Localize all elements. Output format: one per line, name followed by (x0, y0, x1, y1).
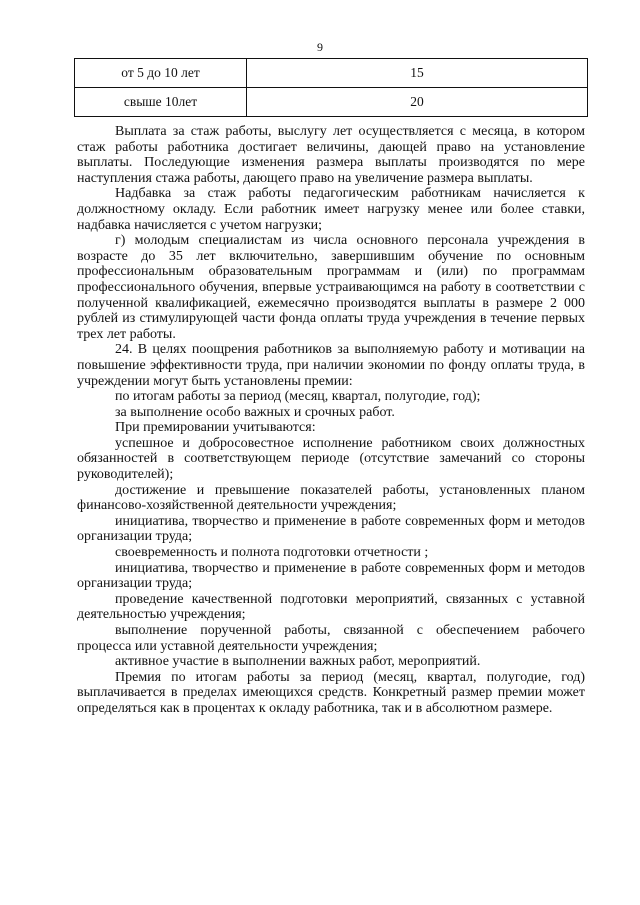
paragraph: 24. В целях поощрения работников за выполняемую работу и мотивации на повышение эффективности труда, при наличии экономии по фонду оплаты труда, в учреждении могут быть установлены премии: (77, 342, 585, 389)
paragraph: выполнение порученной работы, связанной с обеспечением рабочего процесса или уставной деятельности учреждения; (77, 623, 585, 654)
paragraph: При премировании учитываются: (115, 420, 316, 436)
paragraph: достижение и превышение показателей работы, установленных планом финансово-хозяйственной деятельности учреждения; (77, 482, 585, 514)
paragraph: инициатива, творчество и применение в работе современных форм и методов организации труда; (77, 560, 585, 592)
paragraph: своевременность и полнота подготовки отчетности ; (115, 545, 429, 561)
paragraph: активное участие в выполнении важных работ, мероприятий. (115, 654, 481, 670)
document-body (77, 124, 585, 717)
paragraph: Выплата за стаж работы, выслугу лет осуществляется с месяца, в котором стаж работы работника достигает величины, дающей право на установление выплаты. Последующие изменения размера выплаты производятся по мере наступления стажа работы, дающего право на увеличение размера выплаты. (77, 124, 585, 186)
paragraph: по итогам работы за период (месяц, квартал, полугодие, год); (115, 389, 481, 405)
table-cell-period: свыше 10лет (75, 88, 247, 117)
table-row (75, 88, 588, 117)
table-cell-percent: 15 (247, 59, 588, 88)
paragraph: успешное и добросовестное исполнение работником своих должностных обязанностей в соответствующем периоде (отсутствие замечаний со стороны руководителей); (77, 435, 585, 483)
paragraph: проведение качественной подготовки мероприятий, связанных с уставной деятельностью учреждения; (77, 591, 585, 623)
paragraph: г) молодым специалистам из числа основного персонала учреждения в возрасте до 35 лет включительно, завершившим обучение по основным профессиональным образовательным программам и (или) по программам профессионального обучения, впервые устраивающимся на работу в соответствии с полученной квалификацией, ежемесячно производятся выплаты в размере 2 000 рублей из стимулирующей части фонда оплаты труда учреждения в течение первых трех лет работы. (77, 233, 585, 342)
table-row (75, 59, 588, 88)
paragraph: Премия по итогам работы за период (месяц, квартал, полугодие, год) выплачивается в пределах имеющихся средств. Конкретный размер премии может определяться как в процентах к окладу работника, так и в абсолютном размере. (77, 669, 585, 716)
paragraph: за выполнение особо важных и срочных работ. (115, 404, 395, 420)
table-cell-percent: 20 (247, 88, 588, 117)
paragraph: инициатива, творчество и применение в работе современных форм и методов организации труда; (77, 513, 585, 545)
paragraph: Надбавка за стаж работы педагогическим работникам начисляется к должностному окладу. Если работник имеет нагрузку менее или более ставки, надбавка начисляется с учетом нагрузки; (77, 186, 585, 233)
table-cell-period: от 5 до 10 лет (75, 59, 247, 88)
seniority-table (74, 58, 588, 117)
page-number: 9 (317, 40, 323, 54)
